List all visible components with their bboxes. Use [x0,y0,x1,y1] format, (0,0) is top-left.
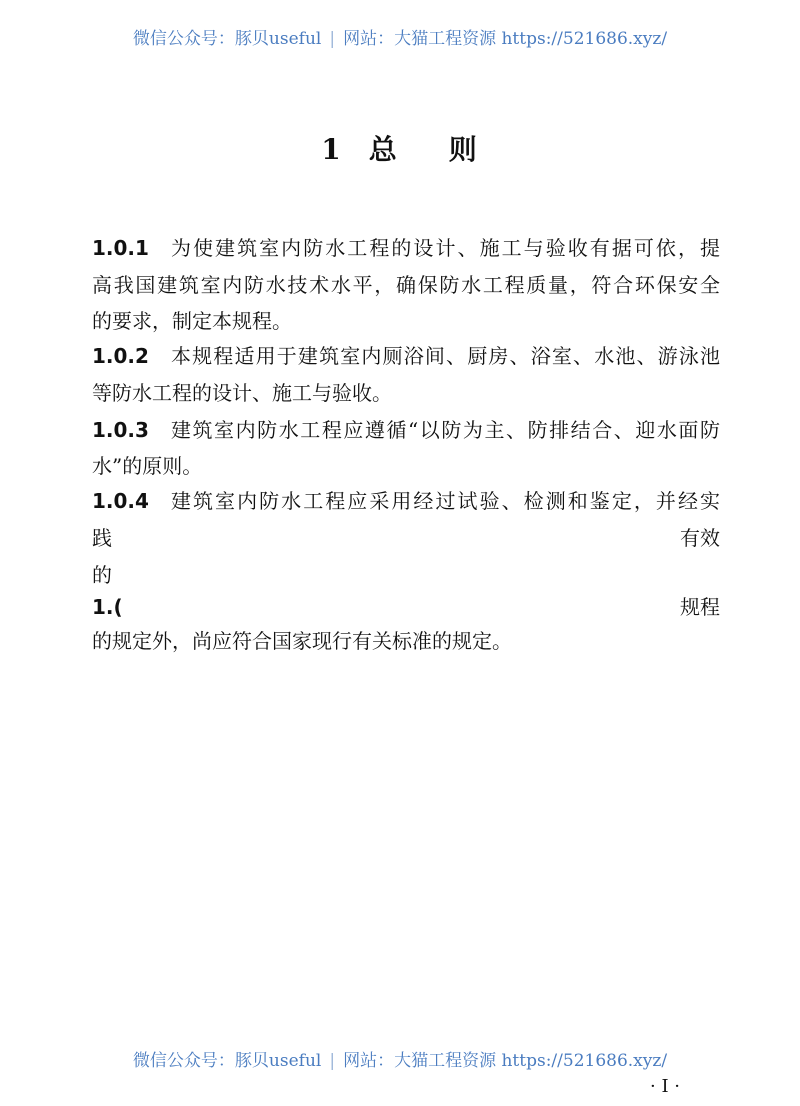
clause-text-fragment: 有效 [680,526,720,550]
watermark-top [0,24,800,49]
chapter-title-char-2: 则 [448,133,479,166]
watermark-website: 网站：大猫工程资源 https://521686.xyz/ [343,1051,668,1071]
clause-1-0-3 [92,417,720,443]
watermark-wechat: 微信公众号：豚贝useful [132,1051,322,1071]
clause-text: 水”的原则。 [92,454,203,478]
clause-text: 等防水工程的设计、施工与验收。 [92,381,392,405]
clause-text-fragment: 规程 [680,595,720,619]
clause-number: 1.0.1 [92,236,149,260]
watermark-separator: | [329,29,336,49]
clause-text: 高我国建筑室内防水技术水平，确保防水工程质量，符合环保安全 [92,273,720,297]
clause-text: 建筑室内防水工程应遵循“以防为主、防排结合、迎水面防 [170,418,720,442]
clause-1-0-5-obscured [92,594,720,620]
page-number: · Ⅰ · [650,1076,680,1097]
clause-1-0-2 [92,343,720,369]
clause-text-line [92,308,720,334]
clause-1-0-1 [92,235,720,261]
clause-text-line [92,380,720,406]
clause-text-line-obscured [92,562,720,588]
clause-text: 的要求，制定本规程。 [92,309,292,333]
clause-text: 本规程适用于建筑室内厕浴间、厨房、浴室、水池、游泳池 [170,344,720,368]
clause-text-line [92,628,720,654]
chapter-title-char-1: 总 [368,133,399,166]
clause-text-line [92,453,720,479]
clause-text: 为使建筑室内防水工程的设计、施工与验收有据可依，提 [170,236,720,260]
watermark-bottom [0,1046,800,1071]
clause-number: 1.0.4 [92,489,149,513]
watermark-wechat: 微信公众号：豚贝useful [132,29,322,49]
clause-1-0-4 [92,488,720,514]
chapter-title [0,128,800,168]
watermark-separator: | [329,1051,336,1071]
clause-text-fragment: 践 [92,526,112,550]
clause-number: 1.0.2 [92,344,149,368]
clause-text-line [92,272,720,298]
chapter-number: 1 [321,133,343,166]
clause-number: 1.0.3 [92,418,149,442]
clause-text-line-obscured [92,525,720,551]
watermark-website: 网站：大猫工程资源 https://521686.xyz/ [343,29,668,49]
clause-text: 的规定外，尚应符合国家现行有关标准的规定。 [92,629,512,653]
clause-number: 1.( [92,595,123,619]
clause-text: 建筑室内防水工程应采用经过试验、检测和鉴定，并经实 [170,489,720,513]
clause-text-fragment: 的 [92,563,112,587]
